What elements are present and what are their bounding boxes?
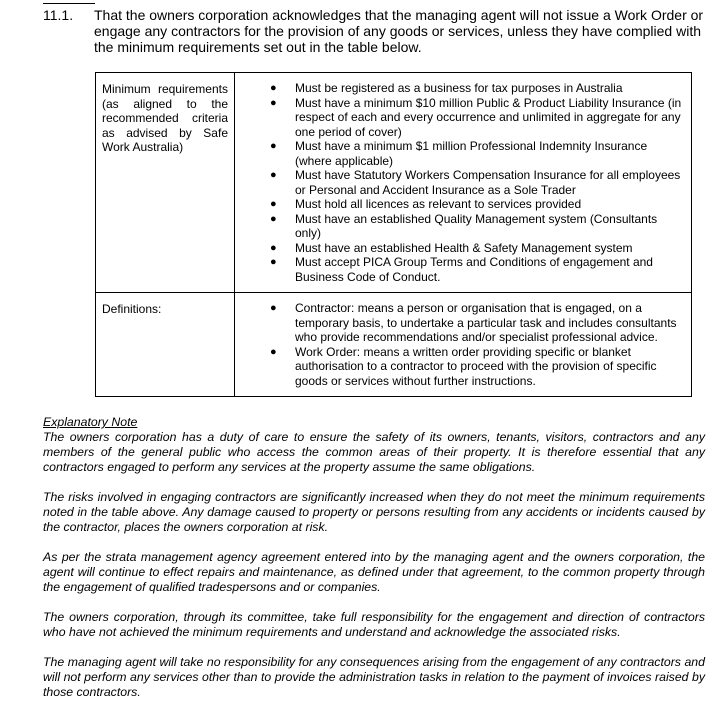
note-paragraph: As per the strata management agency agreement entered into by the managing agent and the owners corporation, the agent will continue to effect repairs and maintenance, as defined under that agreement, to the common property through the engagement of qualified tradespersons and or companies. bbox=[43, 550, 705, 594]
row-label bbox=[96, 73, 235, 293]
list-item: ● Work Order: means a written order providing specific or blanket authorisation to a contractor to proceed with the provision of specific goods or services without further instructions. bbox=[270, 344, 657, 388]
list-item: ● Must have Statutory Workers Compensation Insurance for all employees or Personal and Accident Insurance as a Sole Trader bbox=[270, 168, 681, 197]
table-row-minimum-requirements bbox=[96, 73, 692, 293]
list-item: ● Must have a minimum $10 million Public & Product Liability Insurance (in respect of each and every occurrence and unlimited in aggregate for any one period of cover) bbox=[270, 95, 682, 139]
note-paragraph: The owners corporation has a duty of care to ensure the safety of its owners, tenants, visitors, contractors and any members of the general public who access the common areas of their property. It is therefore essential that any contractors engaged to perform any services at the property assume the same obligations. bbox=[43, 430, 705, 474]
bullet-icon: ● bbox=[270, 345, 277, 358]
bullet-icon: ● bbox=[270, 302, 277, 314]
requirements-table bbox=[95, 72, 692, 397]
clipped-heading-underline bbox=[43, 0, 95, 4]
bullet-icon: ● bbox=[270, 212, 277, 225]
requirements-list bbox=[235, 81, 685, 284]
row-items bbox=[235, 293, 692, 397]
list-item: ● Must accept PICA Group Terms and Conditions of engagement and Business Code of Conduct. bbox=[270, 255, 653, 284]
motion-text: That the owners corporation acknowledges that the managing agent will not issue a Work Order or engage any contractors for the provision of any goods or services, unless they have complied with the minimum requirements set out in the table below. bbox=[94, 7, 704, 55]
list-item: ● Must have an established Health & Safety Management system bbox=[270, 240, 633, 255]
list-item: ● Must be registered as a business for tax purposes in Australia bbox=[270, 81, 623, 95]
list-item: ● Contractor: means a person or organisation that is engaged, on a temporary basis, to undertake a particular task and includes consultants who provide recommendations and/or specialist professional advice. bbox=[270, 301, 677, 344]
bullet-icon: ● bbox=[270, 169, 277, 181]
definitions-label: Definitions: bbox=[102, 302, 162, 316]
bullet-icon: ● bbox=[270, 82, 277, 94]
list-item: ● Must have a minimum $1 million Professional Indemnity Insurance (where applicable) bbox=[270, 139, 648, 168]
bullet-icon: ● bbox=[270, 241, 277, 254]
row-items bbox=[235, 73, 692, 293]
note-heading: Explanatory Note bbox=[43, 415, 138, 429]
table-row-definitions bbox=[96, 293, 692, 397]
bullet-icon: ● bbox=[270, 96, 277, 109]
list-item: ● Must have an established Quality Management system (Consultants only) bbox=[270, 211, 658, 240]
definitions-list bbox=[235, 301, 685, 388]
motion-number: 11.1. bbox=[43, 7, 74, 23]
list-item: ● Must hold all licences as relevant to services provided bbox=[270, 197, 582, 211]
bullet-icon: ● bbox=[270, 256, 277, 268]
motion-11-1 bbox=[43, 7, 708, 55]
note-paragraph: The risks involved in engaging contractors are significantly increased when they do not meet the minimum requirements noted in the table above. Any damage caused to property or persons resulting from any accidents or incidents caused by the contractor, places the owners corporation at risk. bbox=[43, 490, 705, 534]
bullet-icon: ● bbox=[270, 198, 277, 210]
minimum-requirements-label: Minimum requirements (as aligned to the recommended criteria as advised by Safe Work Australia) bbox=[102, 82, 228, 154]
note-paragraph: The managing agent will take no responsibility for any consequences arising from the engagement of any contractors and will not perform any services other than to provide the administration tasks in relation to the payment of invoices raised by those contractors. bbox=[43, 655, 705, 699]
bullet-icon: ● bbox=[270, 140, 277, 152]
explanatory-note bbox=[43, 415, 705, 715]
row-label bbox=[96, 293, 235, 397]
note-paragraph: The owners corporation, through its committee, take full responsibility for the engagement and direction of contractors who have not achieved the minimum requirements and understand and acknowledge the associated risks. bbox=[43, 610, 705, 639]
